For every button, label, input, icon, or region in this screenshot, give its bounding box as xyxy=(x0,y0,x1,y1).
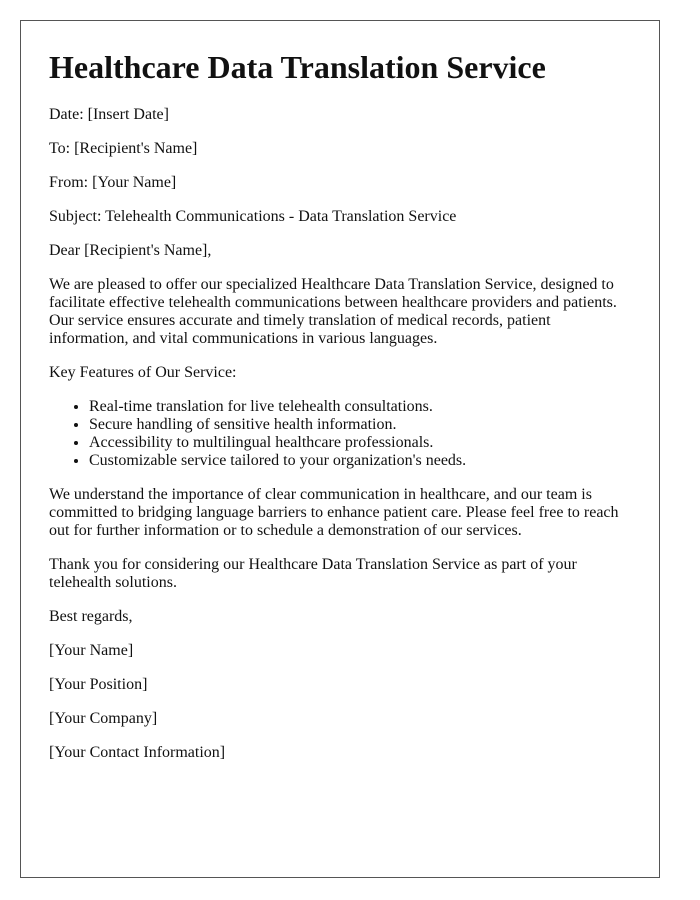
signature-position: [Your Position] xyxy=(49,675,148,693)
salutation: Dear [Recipient's Name], xyxy=(49,241,212,259)
thanks-paragraph: Thank you for considering our Healthcare Data Translation Service as part of your telehealth solutions. xyxy=(49,555,577,591)
feature-item: • Customizable service tailored to your organization's needs. xyxy=(89,452,631,470)
from-line: From: [Your Name] xyxy=(49,173,177,191)
feature-item: • Secure handling of sensitive health information. xyxy=(89,416,631,434)
subject-line: Subject: Telehealth Communications - Data Translation Service xyxy=(49,207,457,225)
feature-item: • Real-time translation for live telehealth consultations. xyxy=(89,398,631,416)
closing-line: Best regards, xyxy=(49,607,133,625)
features-heading: Key Features of Our Service: xyxy=(49,363,237,381)
feature-item: • Accessibility to multilingual healthcare professionals. xyxy=(89,434,631,452)
signature-contact: [Your Contact Information] xyxy=(49,743,226,761)
letter-document xyxy=(20,20,660,878)
date-line: Date: [Insert Date] xyxy=(49,105,169,123)
signature-name: [Your Name] xyxy=(49,641,134,659)
signature-company: [Your Company] xyxy=(49,709,158,727)
letter-title: Healthcare Data Translation Service xyxy=(49,49,546,85)
features-list xyxy=(49,398,631,470)
letter-content xyxy=(21,21,659,762)
commitment-paragraph: We understand the importance of clear communication in healthcare, and our team is committed to bridging language barriers to enhance patient care. Please feel free to reach out for further information or to schedule a demonstration of our services. xyxy=(49,485,619,539)
to-line: To: [Recipient's Name] xyxy=(49,139,198,157)
intro-paragraph: We are pleased to offer our specialized Healthcare Data Translation Service, designed to facilitate effective telehealth communications between healthcare providers and patients. Our service ensures accurate and timely translation of medical records, patient information, and vital communications in various languages. xyxy=(49,275,617,347)
